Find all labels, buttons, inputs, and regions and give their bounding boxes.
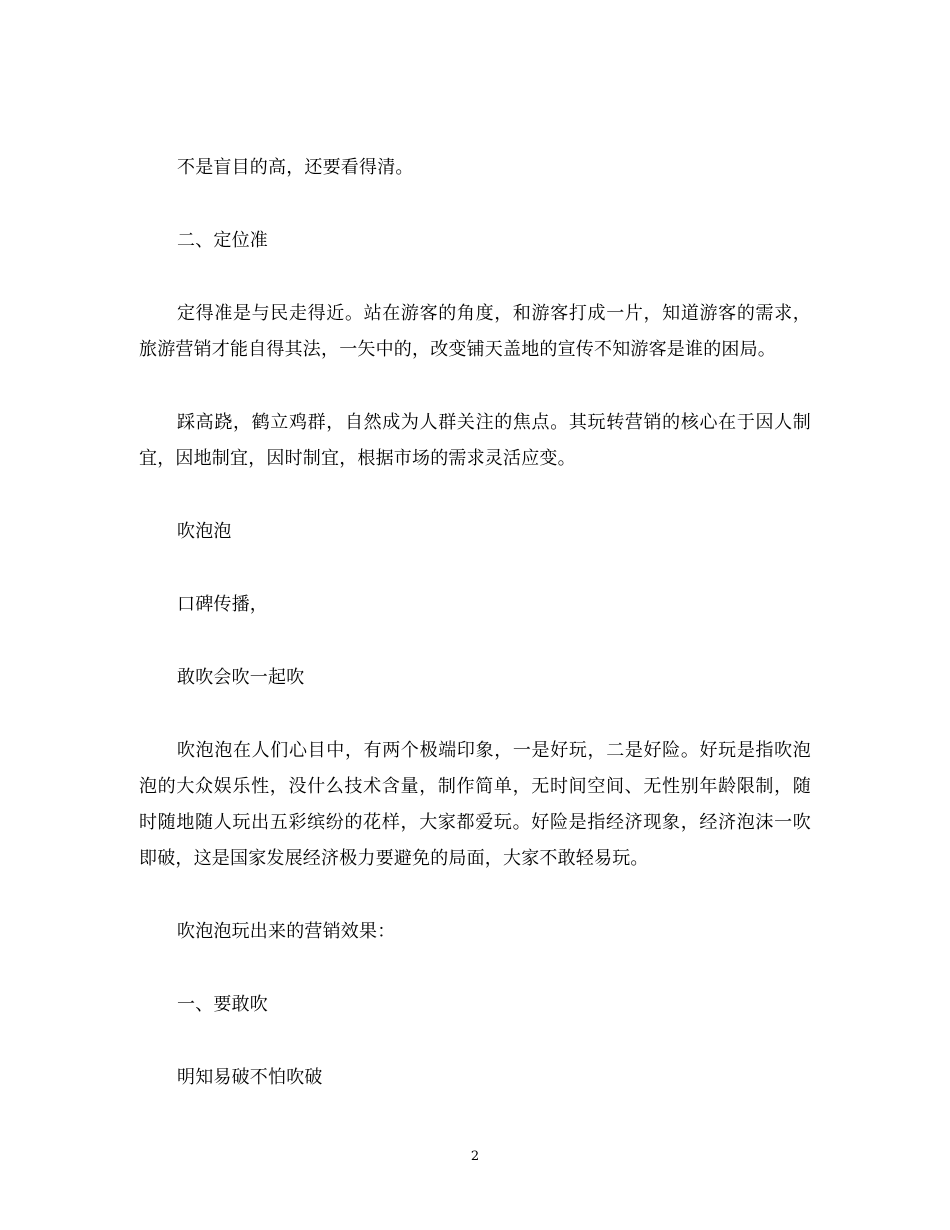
paragraph-gap — [139, 477, 811, 514]
paragraph: 口碑传播， — [177, 594, 268, 615]
paragraph-gap — [139, 623, 811, 660]
paragraph: 吹泡泡在人们心目中，有两个极端印象，一是好玩，二是好险。好玩是指吹泡泡的大众娱乐性，没什么技术含量，制作简单，无时间空间、无性别年龄限制，随时随地随人玩出五彩缤纷的花样，大家都爱玩。好险是指经济现象，经济泡沫一吹即破，这是国家发展经济极力要避免的局面，大家不敢轻易玩。 — [139, 740, 811, 869]
paragraph: 不是盲目的高，还要看得清。 — [177, 157, 414, 178]
paragraph: 踩高跷，鹤立鸡群，自然成为人群关注的焦点。其玩转营销的核心在于因人制宜，因地制宜，因时制宜，根据市场的需求灵活应变。 — [139, 412, 811, 469]
page-number: 2 — [470, 1149, 480, 1164]
paragraph-gap — [139, 368, 811, 405]
paragraph: 定得准是与民走得近。站在游客的角度，和游客打成一片，知道游客的需求，旅游营销才能自得其法，一矢中的，改变铺天盖地的宣传不知游客是谁的困局。 — [139, 303, 811, 360]
paragraph-gap — [139, 550, 811, 587]
paragraph: 敢吹会吹一起吹 — [177, 667, 305, 688]
paragraph: 明知易破不怕吹破 — [177, 1067, 323, 1088]
paragraph-gap — [139, 1023, 811, 1060]
paragraph-gap — [139, 259, 811, 296]
paragraph-gap — [139, 950, 811, 987]
paragraph: 吹泡泡 — [177, 521, 232, 542]
document-body — [139, 150, 811, 1096]
paragraph: 吹泡泡玩出来的营销效果： — [177, 921, 396, 942]
paragraph-gap — [139, 186, 811, 223]
paragraph-gap — [139, 877, 811, 914]
section-heading: 一、要敢吹 — [177, 994, 268, 1015]
paragraph-gap — [139, 696, 811, 733]
section-heading: 二、定位准 — [177, 230, 268, 251]
